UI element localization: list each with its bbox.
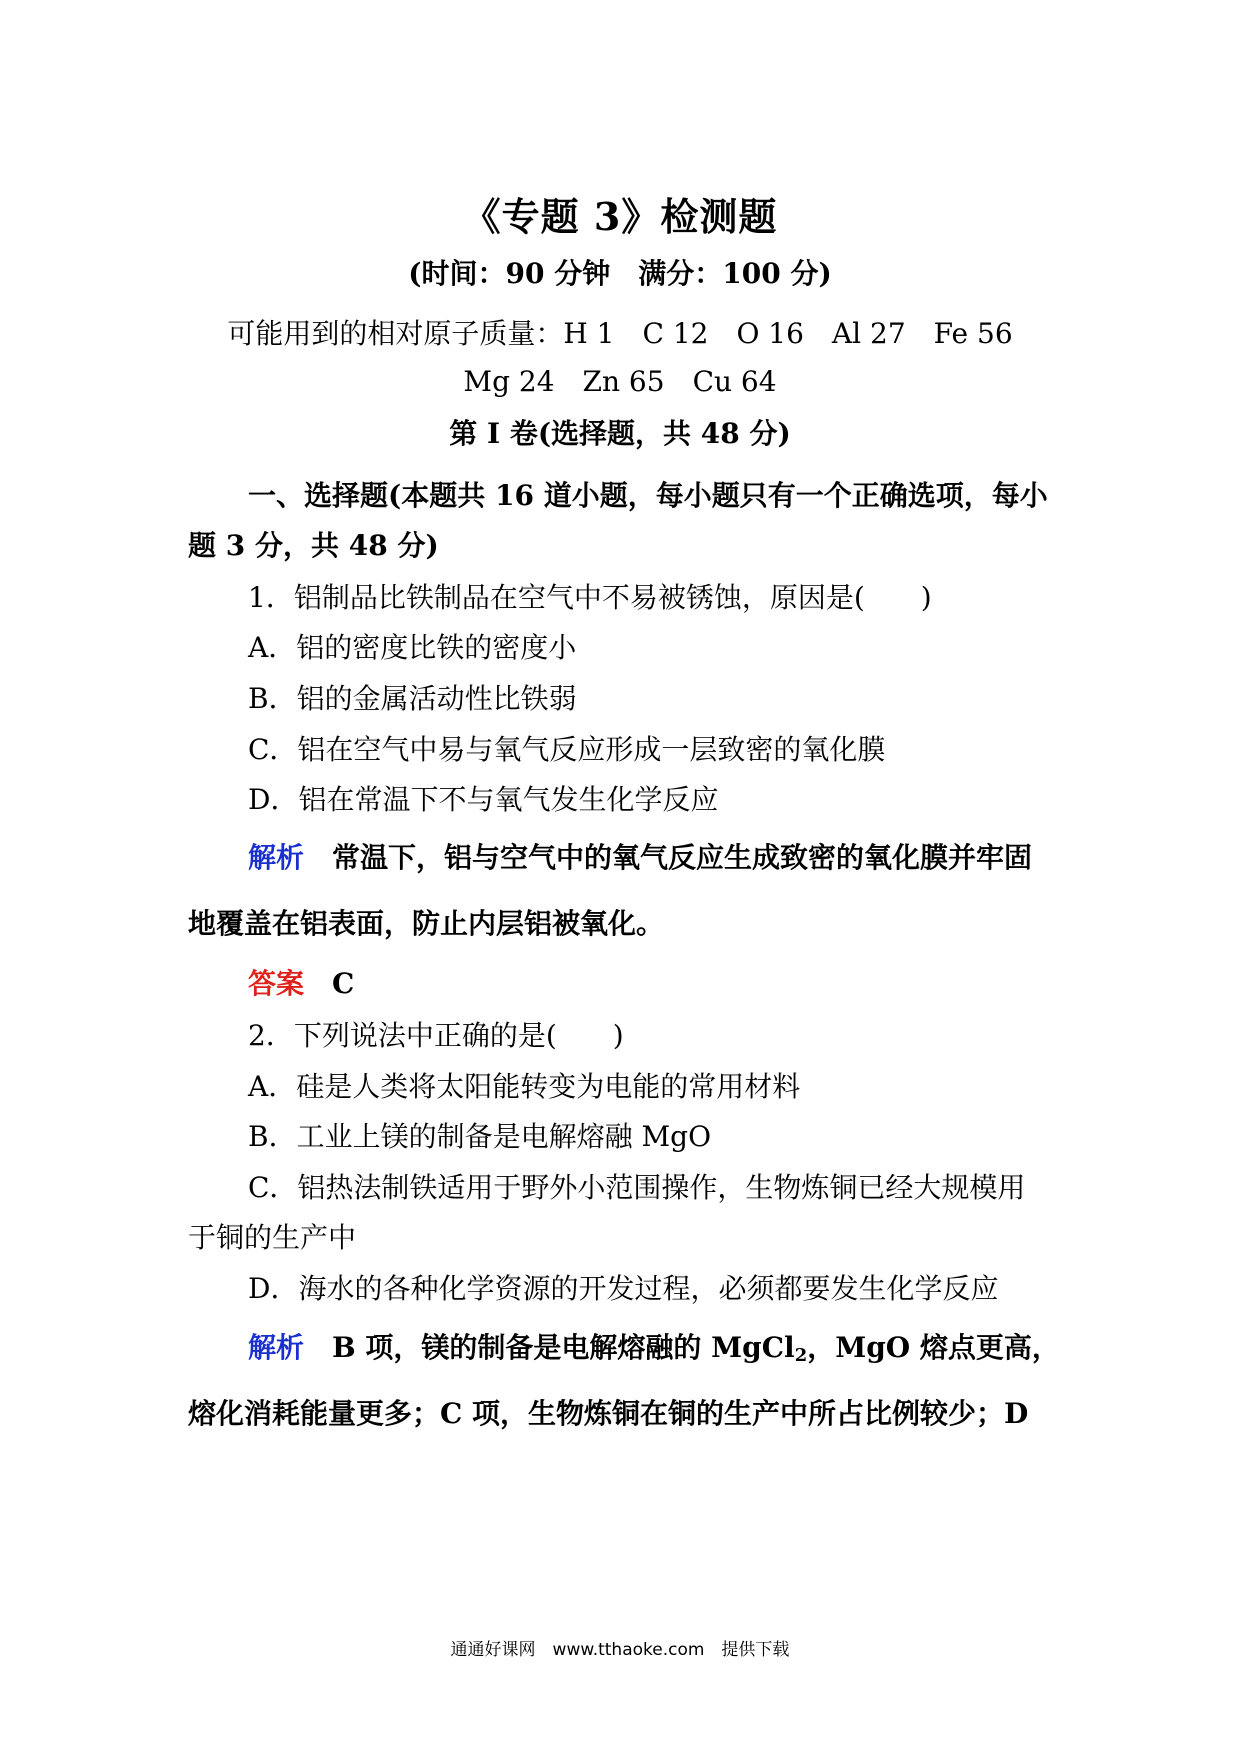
analysis-subscript: 2 <box>794 1345 808 1366</box>
question-2-option-a: A．硅是人类将太阳能转变为电能的常用材料 <box>248 1070 801 1103</box>
analysis-label: 解析 <box>248 1331 305 1364</box>
question-2-option-b: B．工业上镁的制备是电解熔融 MgO <box>248 1120 712 1153</box>
answer-label: 答案 <box>248 967 305 1000</box>
time-score-line: (时间：90 分钟 满分：100 分) <box>408 257 832 290</box>
question-1-analysis-line-2: 地覆盖在铝表面，防止内层铝被氧化。 <box>188 907 665 940</box>
volume-heading: 第 I 卷(选择题，共 48 分) <box>449 417 791 450</box>
question-2-analysis-line-2: 熔化消耗能量更多；C 项，生物炼铜在铜的生产中所占比例较少；D <box>188 1397 1029 1430</box>
question-1-option-a: A．铝的密度比铁的密度小 <box>248 631 577 664</box>
question-1-option-c: C．铝在空气中易与氧气反应形成一层致密的氧化膜 <box>248 733 886 766</box>
answer-value: C <box>332 967 355 1000</box>
question-2-stem: 2．下列说法中正确的是( ) <box>248 1019 624 1052</box>
document-title: 《专题 3》检测题 <box>462 194 778 239</box>
question-1-stem: 1．铝制品比铁制品在空气中不易被锈蚀，原因是( ) <box>248 581 932 614</box>
question-2-analysis-line-1 <box>248 1326 1060 1366</box>
question-2-option-d: D．海水的各种化学资源的开发过程，必须都要发生化学反应 <box>248 1272 999 1305</box>
analysis-text-pre: B 项，镁的制备是电解熔融的 MgCl <box>332 1331 795 1364</box>
section-heading-line-1: 一、选择题(本题共 16 道小题，每小题只有一个正确选项，每小 <box>248 479 1048 512</box>
analysis-label: 解析 <box>248 841 305 874</box>
section-heading-line-2: 题 3 分，共 48 分) <box>188 529 439 562</box>
atomic-mass-line-1: 可能用到的相对原子质量：H 1 C 12 O 16 Al 27 Fe 56 <box>227 317 1013 350</box>
question-2-option-c-line-1: C．铝热法制铁适用于野外小范围操作，生物炼铜已经大规模用 <box>248 1171 1026 1204</box>
footer-source: 通通好课网 www.tthaoke.com 提供下载 <box>450 1640 790 1660</box>
analysis-text-post: ，MgO 熔点更高， <box>807 1331 1060 1364</box>
question-1-option-b: B．铝的金属活动性比铁弱 <box>248 682 577 715</box>
question-1-analysis-line-1 <box>248 836 1032 876</box>
question-1-answer <box>248 962 354 1002</box>
question-2-option-c-line-2: 于铜的生产中 <box>188 1221 357 1254</box>
atomic-mass-line-2: Mg 24 Zn 65 Cu 64 <box>463 365 777 398</box>
analysis-text: 常温下，铝与空气中的氧气反应生成致密的氧化膜并牢固 <box>332 841 1033 874</box>
question-1-option-d: D．铝在常温下不与氧气发生化学反应 <box>248 783 719 816</box>
